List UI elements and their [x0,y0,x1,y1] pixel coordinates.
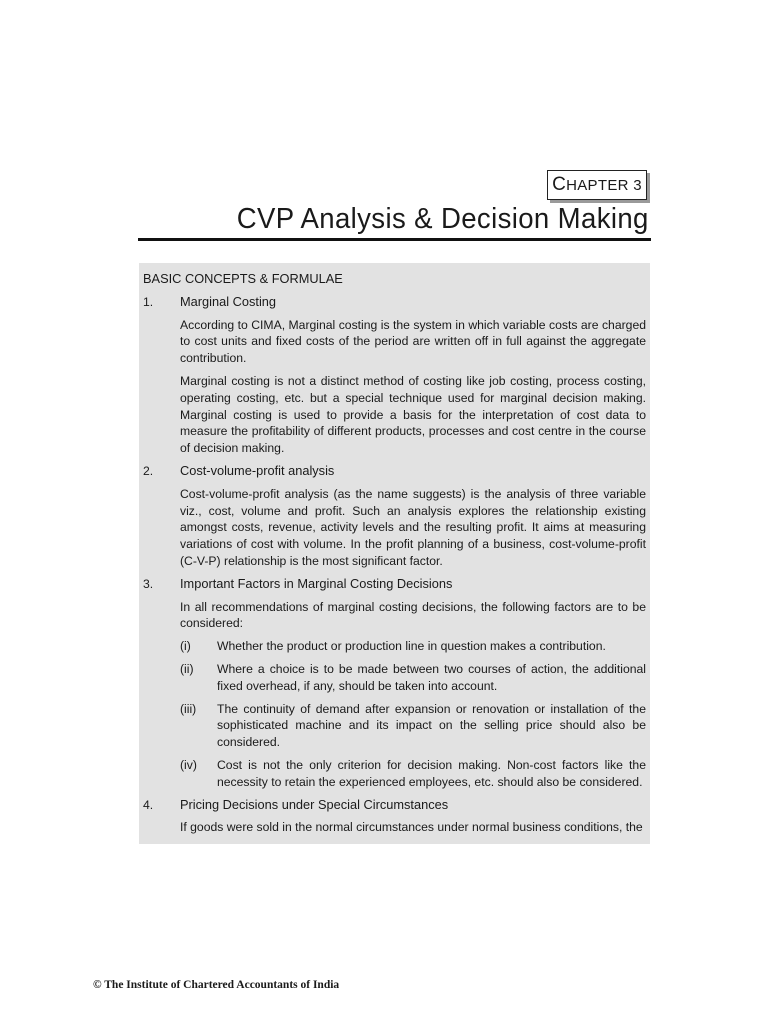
page-title: CVP Analysis & Decision Making [236,203,649,235]
section-title: Pricing Decisions under Special Circumstances [180,796,449,812]
section-number: 3. [143,576,154,591]
paragraph: In all recommendations of marginal costing decisions, the following factors are to be considered: [180,599,646,631]
chapter-rest: HAPTER 3 [566,177,642,194]
list-item-number: (ii) [180,661,194,676]
section-important-factors [143,576,646,791]
list-item [180,638,646,655]
list-item [180,757,646,791]
chapter-label [547,170,647,200]
footer-copyright: © The Institute of Chartered Accountants of India [93,979,340,991]
paragraph: If goods were sold in the normal circumstances under normal business conditions, the [180,820,643,835]
section-title: Marginal Costing [180,293,277,309]
paragraph: According to CIMA, Marginal costing is the system in which variable costs are charged to cost units and fixed costs of the period are written off in full against the aggregate contribution. [180,317,646,366]
paragraph: Marginal costing is not a distinct method of costing like job costing, process costing, operating costing, etc. but a special technique used for marginal decision making. Marginal costing is used to provide a basis for the interpretation of cost data to measure the profitability of different products, processes and cost centre in the course of decision making. [180,373,646,456]
list-item [180,661,646,695]
list-item-text: Where a choice is to be made between two courses of action, the additional fixed overhead, if any, should be taken into account. [217,661,646,693]
list-item-number: (iii) [180,701,197,716]
section-number: 1. [143,294,154,309]
paragraph: Cost-volume-profit analysis (as the name suggests) is the analysis of three variable viz., cost, volume and profit. Such an analysis explores the relationship existing amongst costs, revenue, activity levels and the resulting profit. It aims at measuring variations of cost with volume. In the profit planning of a business, cost-volume-profit (C-V-P) relationship is the most significant factor. [180,486,646,568]
list-item-text: Cost is not the only criterion for decision making. Non-cost factors like the necessity to retain the experienced employees, etc. should also be considered. [217,757,646,789]
list-item-text: The continuity of demand after expansion or renovation or installation of the sophisticated machine and its impact on the selling price should also be considered. [217,701,646,750]
concepts-panel [139,263,650,844]
panel-heading: BASIC CONCEPTS & FORMULAE [143,271,343,286]
list-item [180,701,646,751]
list-item-number: (i) [180,639,191,654]
list-item-text: Whether the product or production line in question makes a contribution. [217,639,606,654]
section-title: Important Factors in Marginal Costing Decisions [180,575,453,591]
section-number: 4. [143,797,154,812]
section-title: Cost-volume-profit analysis [180,462,335,478]
section-number: 2. [143,463,154,478]
section-marginal-costing [143,294,646,457]
title-rule [138,238,651,241]
section-cvp-analysis [143,463,646,570]
section-pricing-decisions [143,797,646,837]
chapter-initial: C [552,174,567,195]
list-item-number: (iv) [180,757,197,772]
